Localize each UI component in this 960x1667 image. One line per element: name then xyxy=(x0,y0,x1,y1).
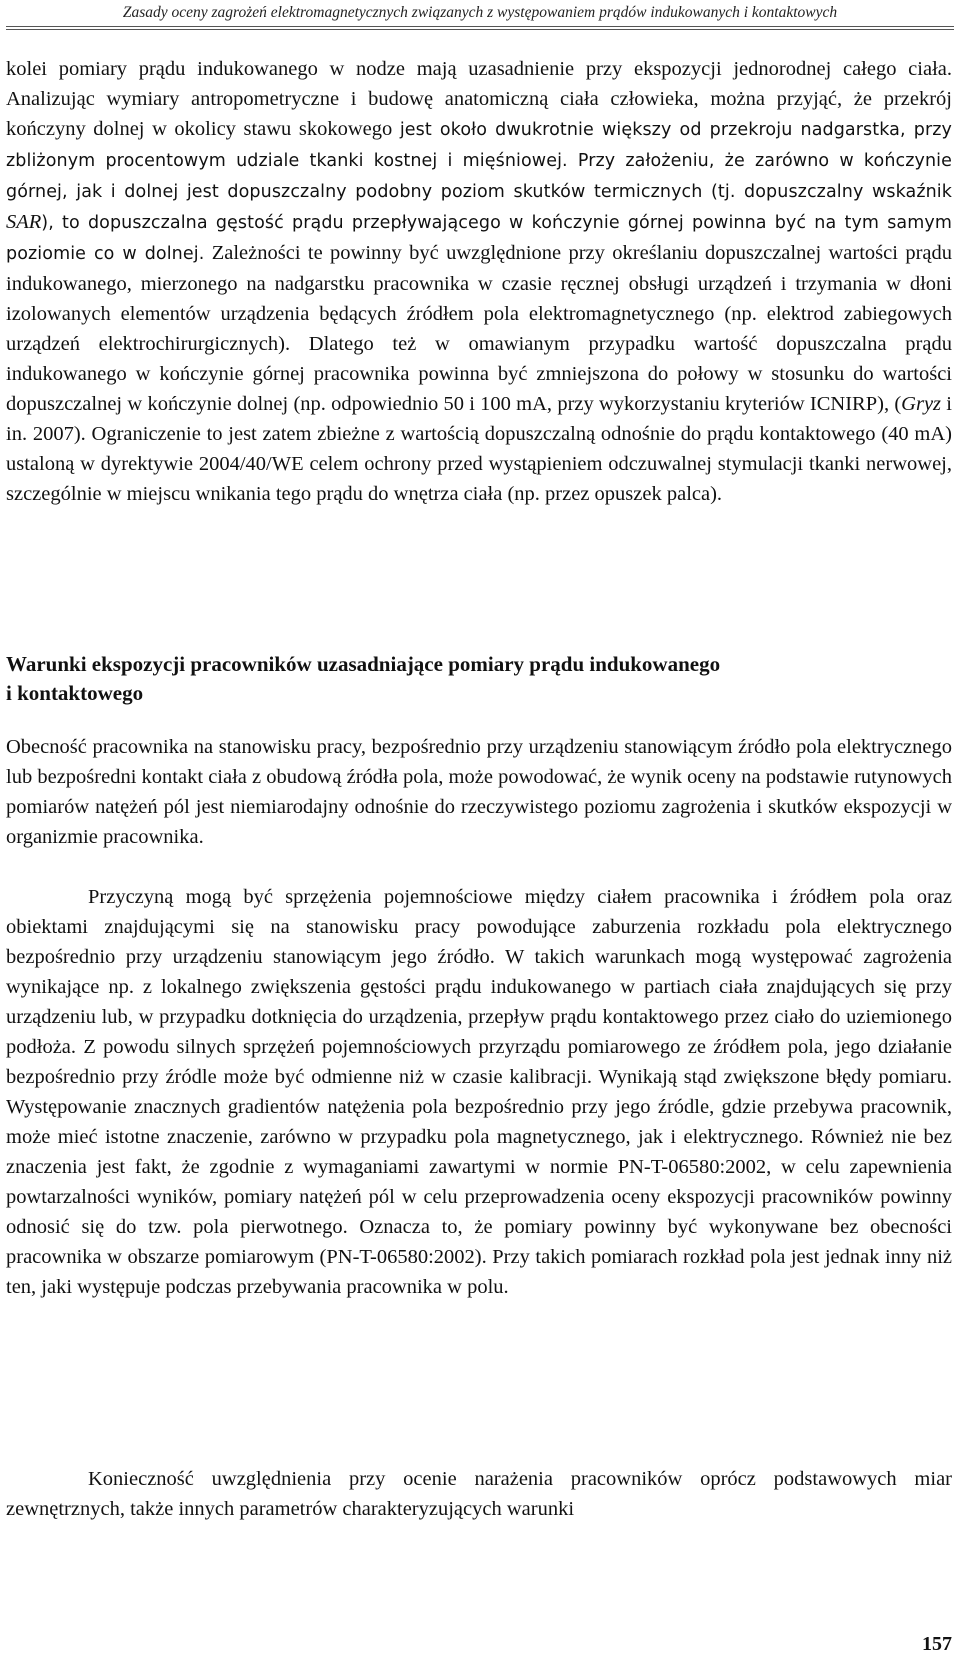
header-rule xyxy=(6,26,954,30)
section-heading xyxy=(6,650,952,708)
paragraph-1-text-a: kolei pomiary prądu indukowanego w nodze mają uzasadnienie przy ekspozycji jednorodnej całego ciała. Analizując wymiary antropometryczne i budowę anatomiczną ciała człowieka, można przyjąć, że przekrój kończyny dolnej w okolicy stawu skokowego xyxy=(6,58,952,140)
paragraph-3: Przyczyną mogą być sprzężenia pojemnościowe między ciałem pracownika i źródłem pola oraz obiektami znajdującymi się na stanowisku pracy powodujące zaburzenia rozkładu pola elektrycznego bezpośrednio przy urządzeniu stanowiącym jego źródło. W takich warunkach mogą występować zagrożenia wynikające np. z lokalnego zwiększenia gęstości prądu indukowanego w partiach ciała znajdujących się przy urządzeniu lub, w przypadku dotknięcia do urządzenia, przepływ prądu kontaktowego przez ciało do uziemionego podłoża. Z powodu silnych sprzężeń pojemnościowych przyrządu pomiarowego ze źródłem pola, jego działanie bezpośrednio przy źródle może być odmienne niż w czasie kalibracji. Wynikają stąd zwiększone błędy pomiaru. Występowanie znacznych gradientów natężenia pola bezpośrednio przy jego źródle, gdzie przebywa pracownik, może mieć istotne znaczenie, zarówno w przypadku pola magnetycznego, jak i elektrycznego. Również nie bez znaczenia jest fakt, że zgodnie z wymaganiami zawartymi w normie PN-T-06580:2002, w celu zapewnienia powtarzalności wyników, pomiary natężeń pól w celu przeprowadzenia oceny ekspozycji pracowników powinny odnosić się do tzw. pola pierwotnego. Oznacza to, że pomiary powinny być wykonywane bez obecności pracownika w obszarze pomiarowym (PN-T-06580:2002). Przy takich pomiarach rozkład pola jest jednak inny niż ten, jaki występuje podczas przebywania pracownika w polu. xyxy=(6,886,952,1298)
paragraph-1-text-d: ), to dopuszczalna gęstość prądu przepływającego w kończynie górnej powinna być na tym samym poziomie co w dolnej. xyxy=(6,213,952,264)
paragraph-2: Obecność pracownika na stanowisku pracy, bezpośrednio przy urządzeniu stanowiącym źródło pola elektrycznego lub bezpośredni kontakt ciała z obudową źródła pola, może powodować, że wynik oceny na podstawie rutynowych pomiarów natężeń pól jest niemiarodajny odnośnie do rzeczywistego poziomu zagrożenia i skutków ekspozycji w organizmie pracownika. xyxy=(6,736,952,848)
paragraph-1-text-b: jest około dwukrotnie większy od przekroju nadgarstka, przy zbliżonym procentowym udziale tkanki kostnej i mięśniowej. xyxy=(6,120,952,171)
paragraph-1-gryz-italic: Gryz xyxy=(901,393,942,415)
paragraph-1 xyxy=(6,54,952,509)
running-head: Zasady oceny zagrożeń elektromagnetycznych związanych z występowaniem prądów indukowanych i kontaktowych xyxy=(122,4,838,21)
section-heading-line-1: Warunki ekspozycji pracowników uzasadniające pomiary prądu indukowanego xyxy=(6,652,721,676)
paragraph-1-text-g: i in. 2007). Ograniczenie to jest zatem zbieżne z wartością dopuszczalną odnośnie do prądu kontaktowego (40 mA) ustaloną w dyrektywie 2004/40/WE celem ochrony przed wystąpieniem odczuwalnej stymulacji tkanki nerwowej, szczególnie w miejscu wnikania tego prądu do wnętrza ciała (np. przez opuszek palca). xyxy=(6,393,952,505)
paragraph-1-text-e: Zależności te powinny być uwzględnione przy określaniu dopuszczalnej wartości prądu indukowanego, mierzonego na nadgarstku pracownika w czasie ręcznej obsługi urządzeń i trzymania w dłoni izolowanych elementów urządzenia będących źródłem pola elektromagnetycznego (np. elektrod zabiegowych urządzeń elektrochirurgicznych). xyxy=(6,242,952,355)
paragraph-1-text-f: Dlatego też w omawianym przypadku wartość dopuszczalna prądu indukowanego w kończynie górnej pracownika powinna być zmniejszona do połowy w stosunku do wartości dopuszczalnej w kończynie dolnej (np. odpowiednio 50 i 100 mA, przy wykorzystaniu kryteriów ICNIRP), ( xyxy=(6,333,952,415)
paragraph-4: Konieczność uwzględnienia przy ocenie narażenia pracowników oprócz podstawowych miar zewnętrznych, także innych parametrów charakteryzujących warunki xyxy=(6,1468,952,1520)
paragraph-1-sar-italic: SAR xyxy=(6,211,42,233)
paragraph-1-text-c: Przy założeniu, że zarówno w kończynie górnej, jak i dolnej jest dopuszczalny podobny poziom skutków termicznych (tj. dopuszczalny wskaźnik xyxy=(6,151,952,202)
page-number: 157 xyxy=(922,1633,952,1655)
section-heading-line-2: i kontaktowego xyxy=(6,681,144,705)
